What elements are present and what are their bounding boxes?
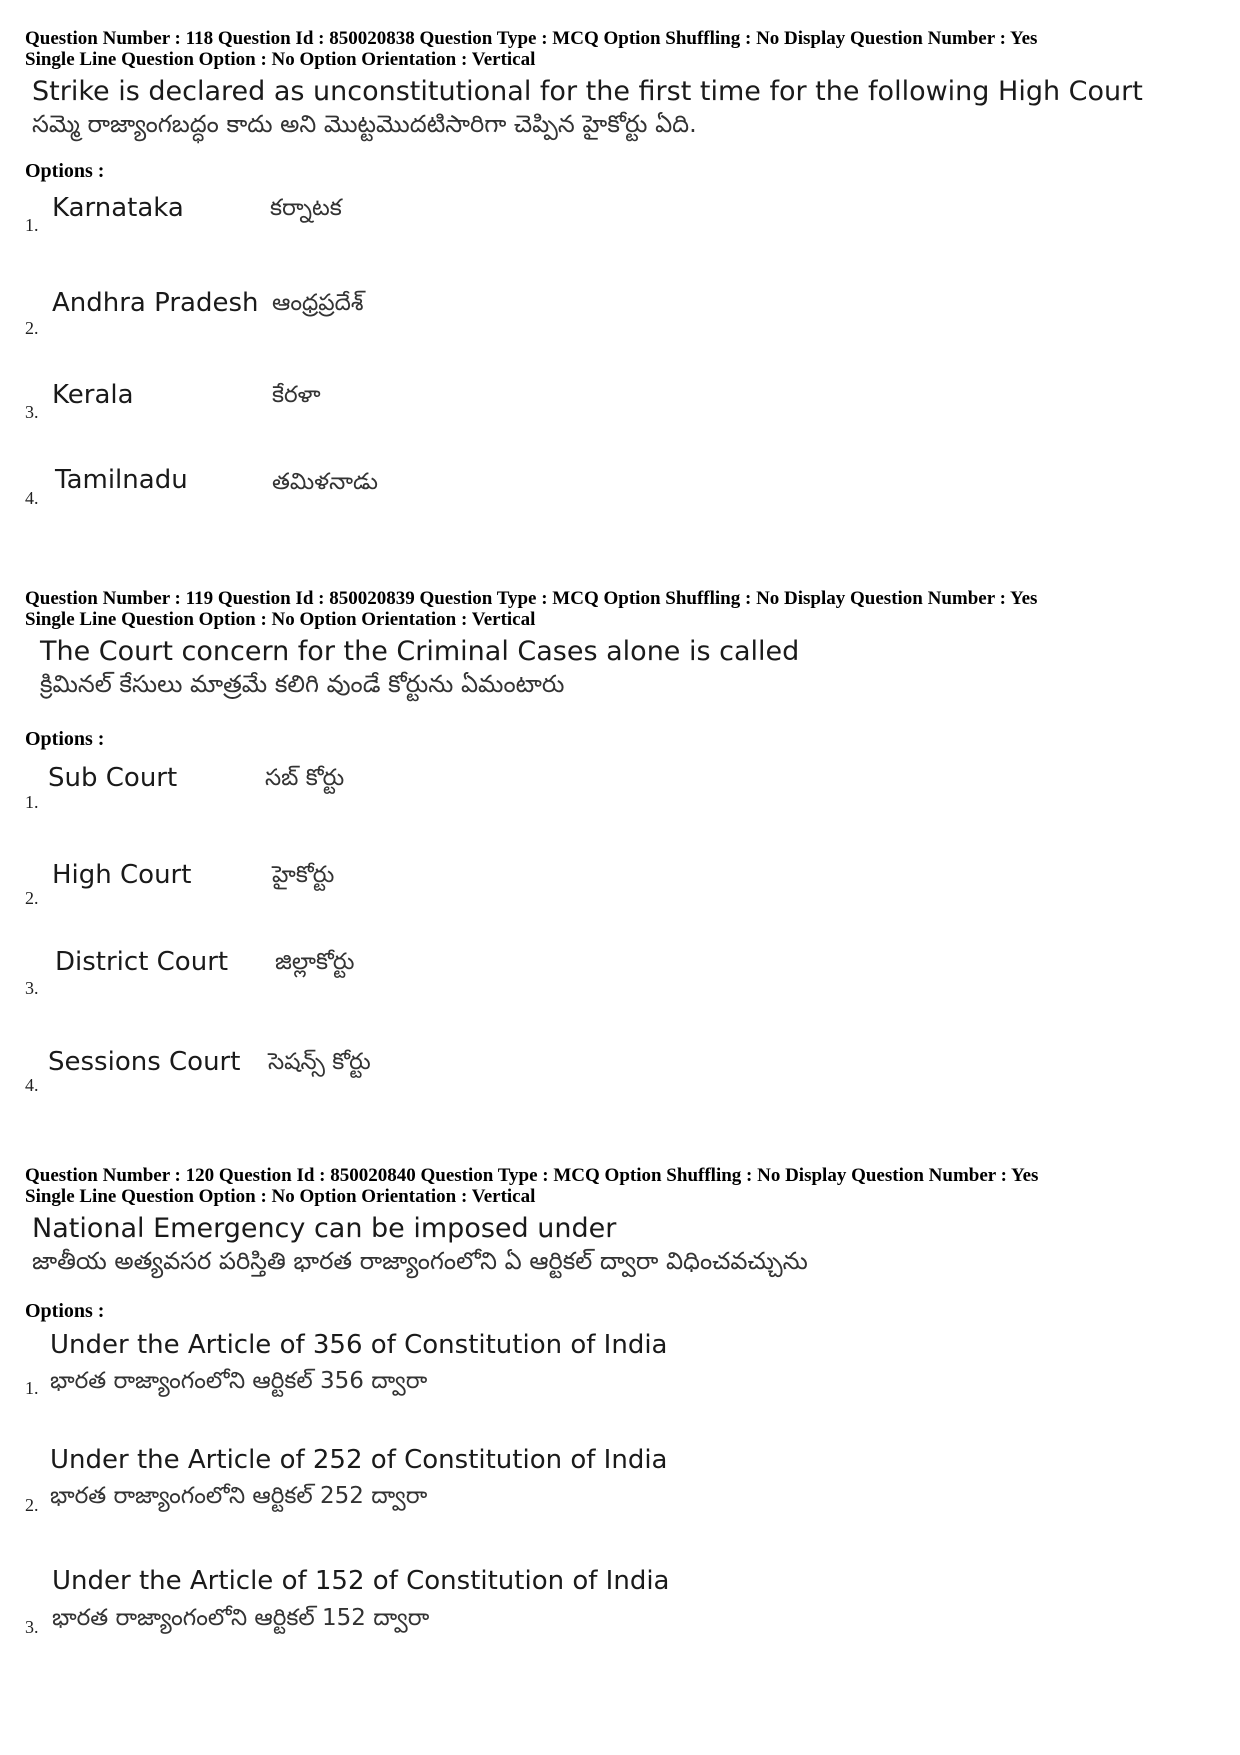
question-text (32, 1212, 808, 1278)
option-text-te: సబ్ కోర్టు (265, 765, 345, 791)
option-text-en: District Court (55, 947, 229, 977)
option-text-te: ఆంధ్రప్రదేశ్ (272, 290, 364, 316)
option-number: 1. (25, 215, 39, 235)
option-text-en: High Court (52, 860, 192, 890)
question-meta-line1: Question Number : 118 Question Id : 850020838 Question Type : MCQ Option Shuffling : No Display Question Number : Yes (25, 28, 1038, 49)
question-meta-line2: Single Line Question Option : No Option Orientation : Vertical (25, 49, 536, 70)
question-meta-line1: Question Number : 119 Question Id : 850020839 Question Type : MCQ Option Shuffling : No Display Question Number : Yes (25, 588, 1038, 609)
options-label: Options : (25, 728, 105, 750)
question-text-en: Strike is declared as unconstitutional for the first time for the following High Court (32, 76, 1143, 107)
question-meta-line1: Question Number : 120 Question Id : 850020840 Question Type : MCQ Option Shuffling : No Display Question Number : Yes (25, 1165, 1039, 1186)
option-text-te: జిల్లాకోర్టు (275, 949, 355, 975)
options-label: Options : (25, 160, 105, 182)
question-text-te: సమ్మె రాజ్యాంగబద్ధం కాదు అని మొట్టమొదటిసారిగా చెప్పిన హైకోర్టు ఏది. (32, 110, 697, 138)
question-text-te: జాతీయ అత్యవసర పరిస్తితి భారత రాజ్యాంగంలోని ఏ ఆర్టికల్ ద్వారా విధించవచ్చును (32, 1247, 808, 1275)
options-label: Options : (25, 1300, 105, 1322)
question-meta-line2: Single Line Question Option : No Option Orientation : Vertical (25, 609, 536, 630)
option-number: 4. (25, 1075, 39, 1095)
option-text-en: Tamilnadu (55, 465, 188, 495)
option-text-te: భారత రాజ్యాంగంలోని ఆర్టికల్ 152 ద్వారా (52, 1605, 430, 1631)
option-text-te: హైకోర్టు (272, 862, 335, 888)
option-text-te: తమిళనాడు (272, 469, 378, 495)
option-text-en: Sessions Court (48, 1047, 241, 1077)
option-text-en: Andhra Pradesh (52, 288, 259, 318)
option-text-en: Sub Court (48, 763, 178, 793)
option-number: 1. (25, 1378, 39, 1398)
option-text-en: Under the Article of 356 of Constitution of India (50, 1330, 668, 1360)
option-text-te: భారత రాజ్యాంగంలోని ఆర్టికల్ 252 ద్వారా (50, 1483, 428, 1509)
question-text (40, 635, 799, 701)
question-text-en: The Court concern for the Criminal Cases alone is called (40, 636, 800, 667)
option-text-te: భారత రాజ్యాంగంలోని ఆర్టికల్ 356 ద్వారా (50, 1368, 428, 1394)
option-text-te: కేరళా (272, 382, 321, 408)
option-text-te: సెషన్స్ కోర్టు (268, 1049, 371, 1075)
option-number: 1. (25, 792, 39, 812)
option-number: 3. (25, 402, 39, 422)
option-number: 2. (25, 318, 39, 338)
option-number: 3. (25, 1617, 39, 1637)
question-meta-line2: Single Line Question Option : No Option Orientation : Vertical (25, 1186, 536, 1207)
question-text-en: National Emergency can be imposed under (32, 1213, 617, 1244)
option-number: 2. (25, 888, 39, 908)
option-text-en: Kerala (52, 380, 134, 410)
question-meta (25, 588, 1225, 630)
option-text-en: Under the Article of 252 of Constitution of India (50, 1445, 668, 1475)
option-text-en: Under the Article of 152 of Constitution of India (52, 1566, 670, 1596)
question-text-te: క్రిమినల్ కేసులు మాత్రమే కలిగి వుండే కోర్టును ఏమంటారు (40, 670, 565, 698)
option-number: 2. (25, 1495, 39, 1515)
question-text (32, 75, 1143, 141)
option-text-en: Karnataka (52, 193, 184, 223)
question-meta (25, 28, 1225, 70)
option-number: 3. (25, 978, 39, 998)
option-number: 4. (25, 488, 39, 508)
question-meta (25, 1165, 1225, 1207)
option-text-te: కర్నాటక (270, 195, 342, 221)
